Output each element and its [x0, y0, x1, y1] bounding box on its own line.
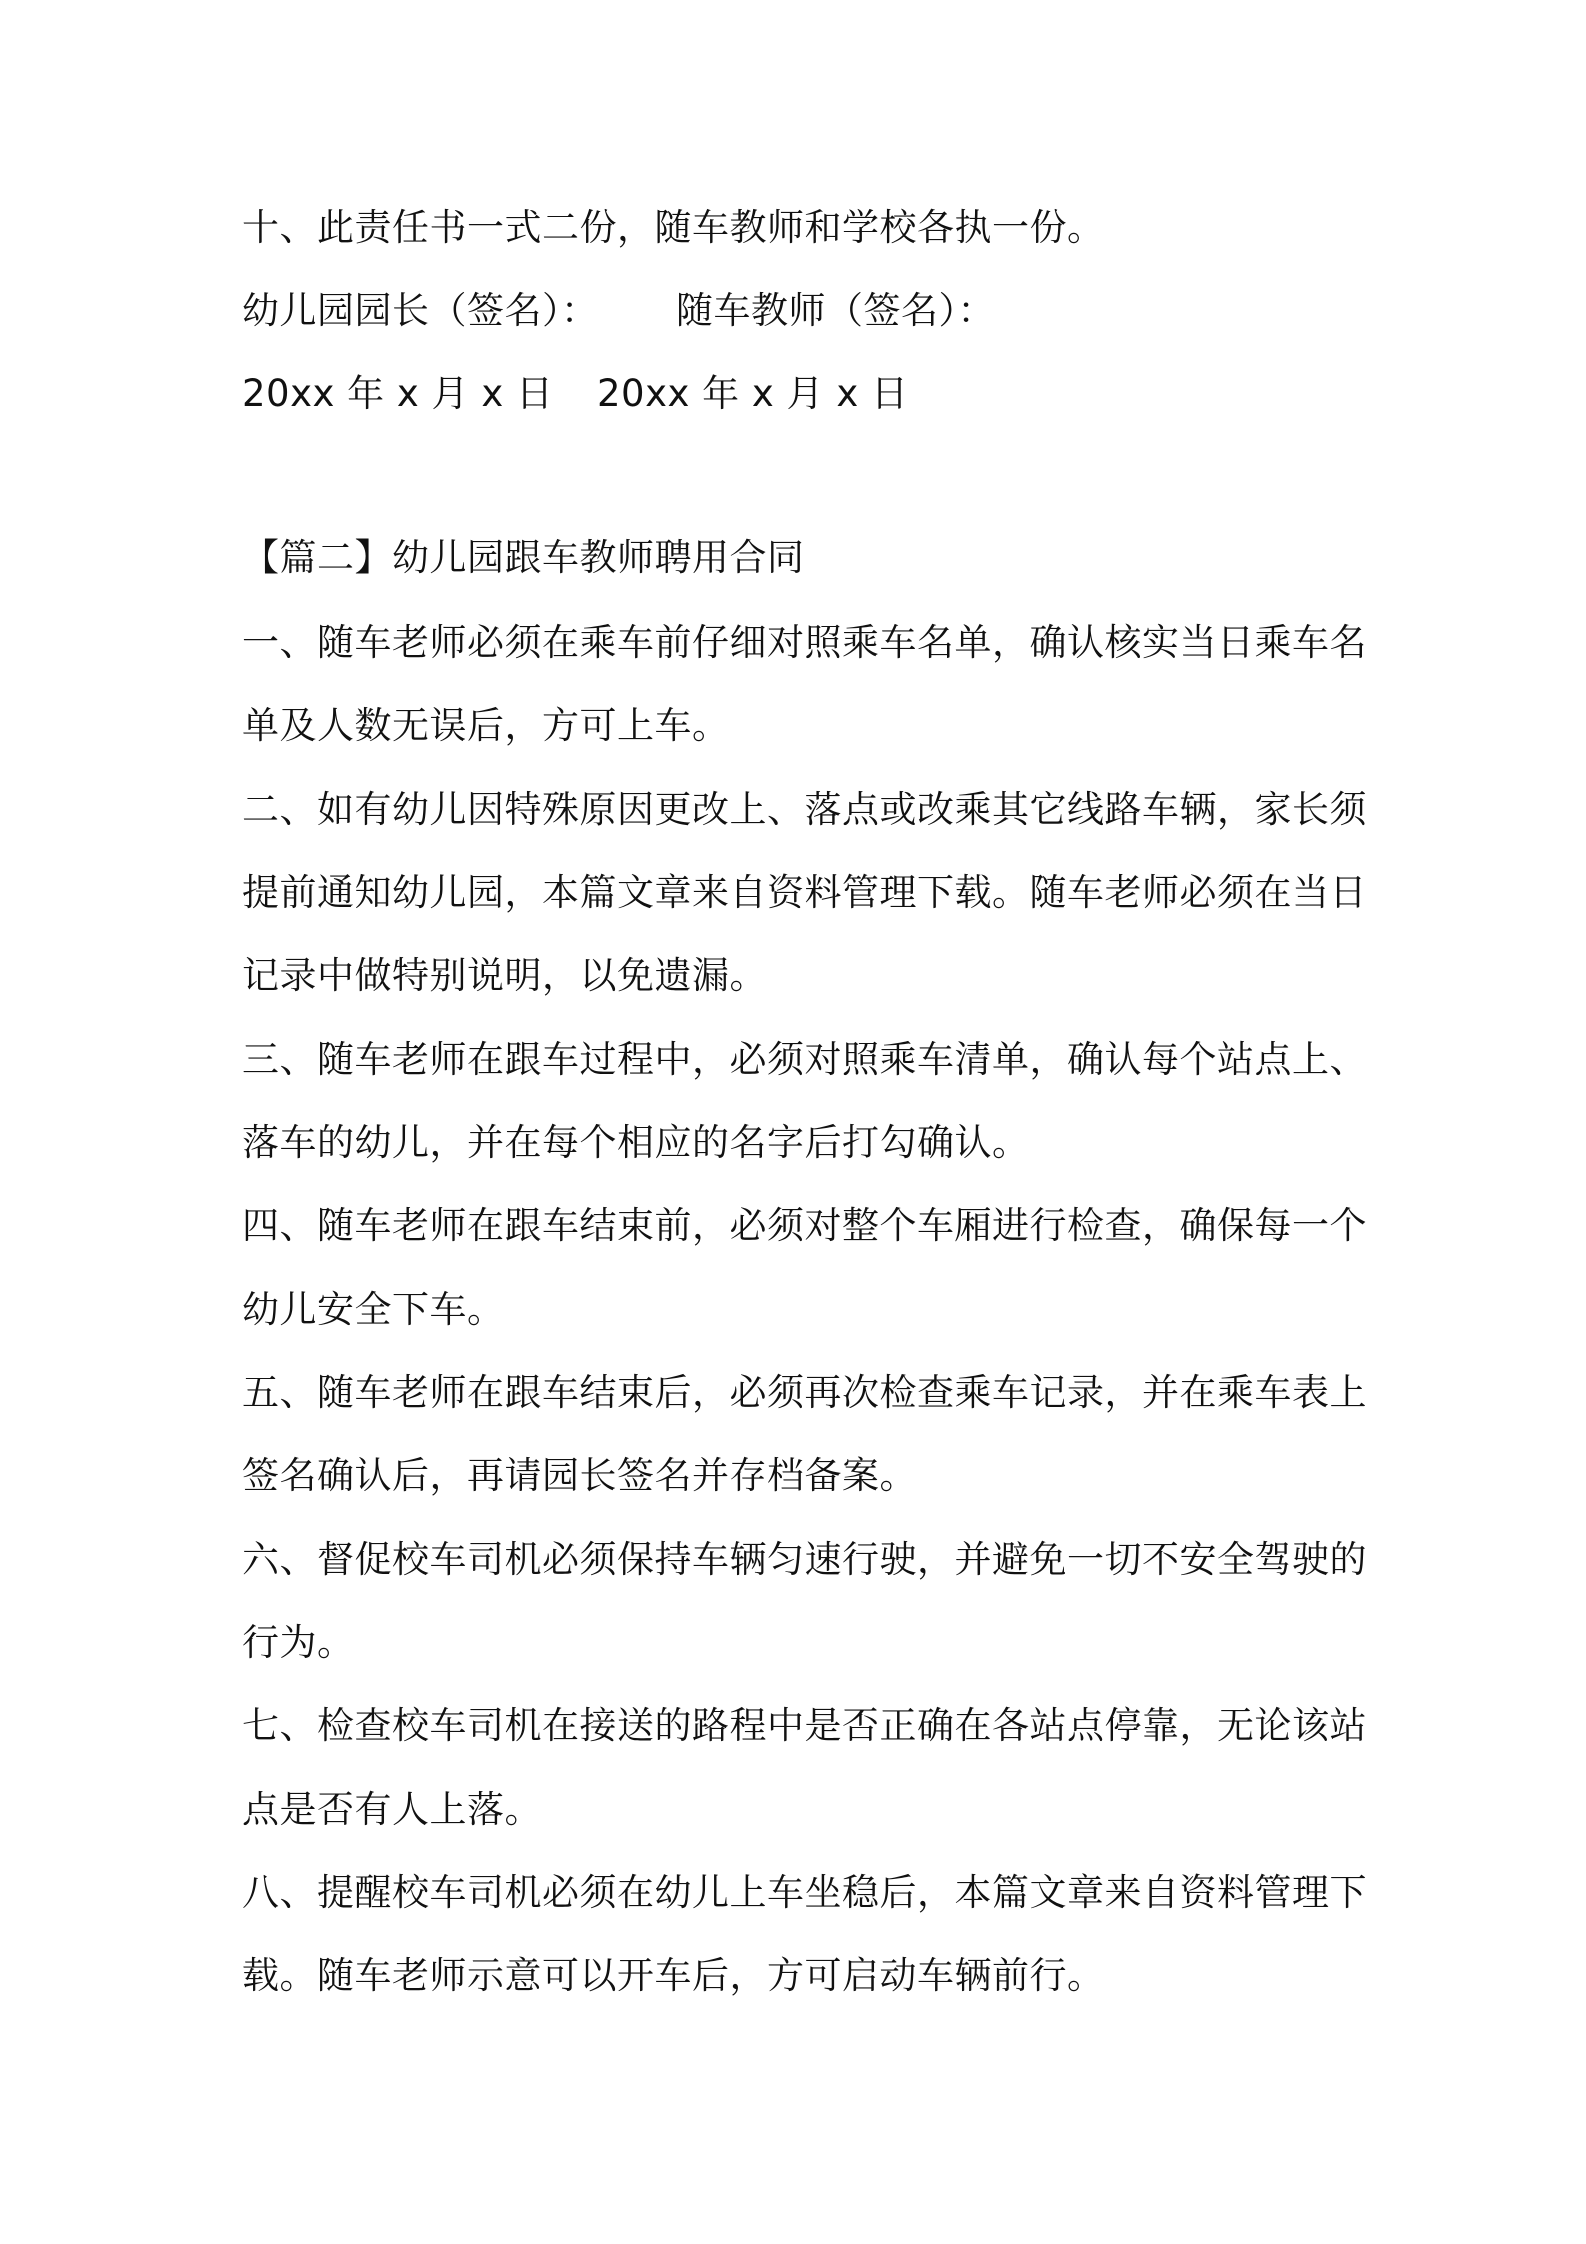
body-line: 载。随车老师示意可以开车后，方可启动车辆前行。 [242, 1954, 1105, 1997]
teacher-signature-label: 随车教师（签名）： [676, 289, 995, 332]
body-line: 落车的幼儿，并在每个相应的名字后打勾确认。 [242, 1121, 1030, 1164]
body-line: 七、检查校车司机在接送的路程中是否正确在各站点停靠，无论该站 [242, 1704, 1367, 1747]
body-line: 单及人数无误后，方可上车。 [242, 704, 730, 747]
body-line: 记录中做特别说明，以免遗漏。 [242, 954, 767, 997]
body-line: 三、随车老师在跟车过程中，必须对照乘车清单，确认每个站点上、 [242, 1038, 1367, 1081]
body-line: 八、提醒校车司机必须在幼儿上车坐稳后，本篇文章来自资料管理下 [242, 1871, 1367, 1914]
body-line: 幼儿安全下车。 [242, 1288, 505, 1331]
body-line: 行为。 [242, 1621, 355, 1664]
body-line: 五、随车老师在跟车结束后，必须再次检查乘车记录，并在乘车表上 [242, 1371, 1367, 1414]
section-title: 【篇二】幼儿园跟车教师聘用合同 [242, 536, 805, 579]
body-line: 签名确认后，再请园长签名并存档备案。 [242, 1454, 917, 1497]
body-line: 六、督促校车司机必须保持车辆匀速行驶，并避免一切不安全驾驶的 [242, 1538, 1367, 1581]
principal-signature-date: 20xx 年 x 月 x 日 [242, 372, 554, 415]
body-line: 提前通知幼儿园，本篇文章来自资料管理下载。随车老师必须在当日 [242, 871, 1367, 914]
body-line: 一、随车老师必须在乘车前仔细对照乘车名单，确认核实当日乘车名 [242, 621, 1367, 664]
body-line: 点是否有人上落。 [242, 1788, 542, 1831]
principal-signature-label: 幼儿园园长（签名）： [242, 289, 599, 332]
body-line: 四、随车老师在跟车结束前，必须对整个车厢进行检查，确保每一个 [242, 1204, 1367, 1247]
body-line: 二、如有幼儿因特殊原因更改上、落点或改乘其它线路车辆，家长须 [242, 788, 1367, 831]
clause-ten: 十、此责任书一式二份，随车教师和学校各执一份。 [242, 206, 1105, 249]
teacher-signature-date: 20xx 年 x 月 x 日 [597, 372, 909, 415]
